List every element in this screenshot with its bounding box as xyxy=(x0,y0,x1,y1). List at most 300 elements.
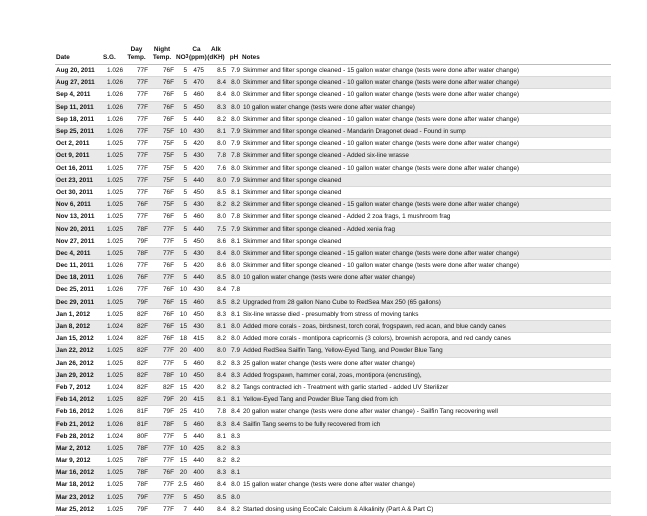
date-cell: Sep 18, 2011 xyxy=(55,113,102,125)
date-cell: Nov 27, 2011 xyxy=(55,235,102,247)
sg-cell: 1.026 xyxy=(102,101,124,113)
notes-cell xyxy=(241,284,611,296)
date-cell: Dec 29, 2011 xyxy=(55,296,102,308)
ph-cell: 7.8 xyxy=(227,150,241,162)
alk-cell: 8.4 xyxy=(205,369,227,381)
ph-cell: 8.2 xyxy=(227,455,241,467)
date-cell: Mar 16, 2012 xyxy=(55,467,102,479)
table-row xyxy=(55,138,611,150)
ph-cell: 7.9 xyxy=(227,65,241,77)
table-row xyxy=(55,345,611,357)
date-cell: Mar 23, 2012 xyxy=(55,491,102,503)
sg-cell: 1.025 xyxy=(102,455,124,467)
no3-cell: 10 xyxy=(175,308,188,320)
table-row xyxy=(55,333,611,345)
day-temp-cell: 77F xyxy=(124,138,149,150)
date-cell: Jan 26, 2012 xyxy=(55,357,102,369)
day-temp-cell: 82F xyxy=(124,320,149,332)
night-temp-cell: 75F xyxy=(149,199,175,211)
notes-cell: 25 gallon water change (tests were done after water change) xyxy=(241,357,611,369)
table-row xyxy=(55,101,611,113)
ca-cell: 475 xyxy=(188,65,205,77)
sg-cell: 1.025 xyxy=(102,162,124,174)
ca-cell: 450 xyxy=(188,369,205,381)
sg-cell: 1.025 xyxy=(102,296,124,308)
date-cell: Oct 16, 2011 xyxy=(55,162,102,174)
night-temp-cell: 77F xyxy=(149,430,175,442)
notes-cell: Added RedSea Sailfin Tang, Yellow-Eyed Tang, and Powder Blue Tang xyxy=(241,345,611,357)
date-cell: Feb 21, 2012 xyxy=(55,418,102,430)
alk-cell: 8.0 xyxy=(205,211,227,223)
table-row xyxy=(55,113,611,125)
day-temp-cell: 78F xyxy=(124,247,149,259)
no3-cell: 20 xyxy=(175,345,188,357)
ph-cell: 7.9 xyxy=(227,125,241,137)
alk-cell: 8.4 xyxy=(205,247,227,259)
ca-cell: 460 xyxy=(188,357,205,369)
night-temp-cell: 75F xyxy=(149,150,175,162)
day-temp-cell: 77F xyxy=(124,150,149,162)
table-row xyxy=(55,308,611,320)
header-alk: Alk (dKH) xyxy=(205,46,227,65)
table-row xyxy=(55,89,611,101)
table-row xyxy=(55,296,611,308)
no3-cell: 5 xyxy=(175,77,188,89)
sg-cell: 1.025 xyxy=(102,174,124,186)
sg-cell: 1.026 xyxy=(102,77,124,89)
date-cell: Nov 6, 2011 xyxy=(55,199,102,211)
table-row xyxy=(55,199,611,211)
notes-cell xyxy=(241,442,611,454)
no3-cell: 5 xyxy=(175,65,188,77)
ph-cell: 8.3 xyxy=(227,369,241,381)
sg-cell: 1.025 xyxy=(102,211,124,223)
ca-cell: 440 xyxy=(188,113,205,125)
notes-cell: Skimmer and filter sponge cleaned - Added 2 zoa frags, 1 mushroom frag xyxy=(241,211,611,223)
table-row xyxy=(55,479,611,491)
day-temp-cell: 76F xyxy=(124,199,149,211)
ph-cell: 8.1 xyxy=(227,235,241,247)
table-row xyxy=(55,162,611,174)
date-cell: Dec 11, 2011 xyxy=(55,260,102,272)
table-row xyxy=(55,418,611,430)
date-cell: Oct 23, 2011 xyxy=(55,174,102,186)
night-temp-cell: 76F xyxy=(149,467,175,479)
date-cell: Aug 27, 2011 xyxy=(55,77,102,89)
ph-cell: 8.3 xyxy=(227,442,241,454)
day-temp-cell: 78F xyxy=(124,467,149,479)
day-temp-cell: 77F xyxy=(124,162,149,174)
day-temp-cell: 77F xyxy=(124,113,149,125)
sg-cell: 1.026 xyxy=(102,284,124,296)
no3-cell: 5 xyxy=(175,357,188,369)
alk-cell: 7.5 xyxy=(205,223,227,235)
night-temp-cell: 77F xyxy=(149,503,175,515)
ca-cell: 400 xyxy=(188,467,205,479)
night-temp-cell: 76F xyxy=(149,113,175,125)
notes-cell: Added more corals - montipora capricornis (3 colors), brownish acropora, and red candy canes xyxy=(241,333,611,345)
day-temp-cell: 82F xyxy=(124,369,149,381)
header-ph: pH xyxy=(227,46,241,65)
ca-cell: 430 xyxy=(188,320,205,332)
ph-cell: 8.0 xyxy=(227,113,241,125)
ca-cell: 440 xyxy=(188,430,205,442)
date-cell: Jan 1, 2012 xyxy=(55,308,102,320)
night-temp-cell: 76F xyxy=(149,211,175,223)
night-temp-cell: 76F xyxy=(149,186,175,198)
ph-cell: 8.3 xyxy=(227,430,241,442)
header-night-temp: Night Temp. xyxy=(149,46,175,65)
night-temp-cell: 76F xyxy=(149,77,175,89)
alk-cell: 8.1 xyxy=(205,320,227,332)
sg-cell: 1.024 xyxy=(102,320,124,332)
no3-cell: 5 xyxy=(175,113,188,125)
no3-cell: 5 xyxy=(175,174,188,186)
day-temp-cell: 77F xyxy=(124,186,149,198)
no3-cell: 15 xyxy=(175,296,188,308)
notes-cell: Skimmer and filter sponge cleaned - 10 gallon water change (tests were done after water change) xyxy=(241,113,611,125)
ph-cell: 8.1 xyxy=(227,467,241,479)
night-temp-cell: 75F xyxy=(149,174,175,186)
ca-cell: 440 xyxy=(188,223,205,235)
ph-cell: 8.0 xyxy=(227,491,241,503)
notes-cell: Yellow-Eyed Tang and Powder Blue Tang died from ich xyxy=(241,394,611,406)
sg-cell: 1.024 xyxy=(102,333,124,345)
no3-cell: 5 xyxy=(175,418,188,430)
ph-cell: 8.0 xyxy=(227,162,241,174)
alk-cell: 8.2 xyxy=(205,381,227,393)
ca-cell: 460 xyxy=(188,296,205,308)
ph-cell: 8.0 xyxy=(227,272,241,284)
day-temp-cell: 79F xyxy=(124,296,149,308)
ca-cell: 450 xyxy=(188,186,205,198)
ph-cell: 8.0 xyxy=(227,333,241,345)
ca-cell: 460 xyxy=(188,89,205,101)
ca-cell: 415 xyxy=(188,394,205,406)
ph-cell: 8.2 xyxy=(227,381,241,393)
night-temp-cell: 79F xyxy=(149,394,175,406)
ca-cell: 430 xyxy=(188,150,205,162)
ca-cell: 420 xyxy=(188,381,205,393)
day-temp-cell: 81F xyxy=(124,418,149,430)
notes-cell xyxy=(241,467,611,479)
notes-cell xyxy=(241,455,611,467)
night-temp-cell: 77F xyxy=(149,247,175,259)
ph-cell: 7.9 xyxy=(227,345,241,357)
alk-cell: 8.3 xyxy=(205,101,227,113)
night-temp-cell: 76F xyxy=(149,296,175,308)
no3-cell: 20 xyxy=(175,394,188,406)
alk-cell: 8.5 xyxy=(205,296,227,308)
night-temp-cell: 82F xyxy=(149,381,175,393)
day-temp-cell: 77F xyxy=(124,101,149,113)
sg-cell: 1.025 xyxy=(102,479,124,491)
table-row xyxy=(55,77,611,89)
ph-cell: 8.0 xyxy=(227,77,241,89)
notes-cell: Started dosing using EcoCalc Calcium & Alkalinity (Part A & Part C) xyxy=(241,503,611,515)
alk-cell: 8.2 xyxy=(205,442,227,454)
ca-cell: 440 xyxy=(188,174,205,186)
sg-cell: 1.025 xyxy=(102,247,124,259)
sg-cell: 1.025 xyxy=(102,357,124,369)
ph-cell: 8.1 xyxy=(227,394,241,406)
sg-cell: 1.026 xyxy=(102,89,124,101)
notes-cell: Skimmer and filter sponge cleaned - 15 gallon water change (tests were done after water change) xyxy=(241,199,611,211)
ca-cell: 420 xyxy=(188,138,205,150)
ca-cell: 440 xyxy=(188,503,205,515)
notes-cell: Skimmer and filter sponge cleaned xyxy=(241,186,611,198)
alk-cell: 7.8 xyxy=(205,406,227,418)
notes-cell: Six-line wrasse died - presumably from stress of moving tanks xyxy=(241,308,611,320)
date-cell: Jan 8, 2012 xyxy=(55,320,102,332)
night-temp-cell: 76F xyxy=(149,260,175,272)
night-temp-cell: 76F xyxy=(149,89,175,101)
date-cell: Nov 13, 2011 xyxy=(55,211,102,223)
alk-cell: 8.5 xyxy=(205,65,227,77)
no3-cell: 10 xyxy=(175,442,188,454)
table-row xyxy=(55,223,611,235)
date-cell: Jan 22, 2012 xyxy=(55,345,102,357)
night-temp-cell: 76F xyxy=(149,284,175,296)
alk-cell: 8.0 xyxy=(205,138,227,150)
sg-cell: 1.025 xyxy=(102,235,124,247)
ca-cell: 430 xyxy=(188,284,205,296)
ph-cell: 8.2 xyxy=(227,199,241,211)
table-row xyxy=(55,381,611,393)
alk-cell: 8.4 xyxy=(205,77,227,89)
no3-cell: 5 xyxy=(175,186,188,198)
alk-cell: 8.0 xyxy=(205,174,227,186)
night-temp-cell: 76F xyxy=(149,65,175,77)
ca-cell: 470 xyxy=(188,77,205,89)
ca-cell: 460 xyxy=(188,418,205,430)
day-temp-cell: 82F xyxy=(124,394,149,406)
sg-cell: 1.025 xyxy=(102,442,124,454)
table-row xyxy=(55,394,611,406)
sg-cell: 1.025 xyxy=(102,150,124,162)
ph-cell: 8.3 xyxy=(227,357,241,369)
alk-cell: 8.2 xyxy=(205,357,227,369)
table-row xyxy=(55,186,611,198)
night-temp-cell: 75F xyxy=(149,138,175,150)
table-row xyxy=(55,430,611,442)
day-temp-cell: 79F xyxy=(124,235,149,247)
day-temp-cell: 82F xyxy=(124,381,149,393)
ca-cell: 410 xyxy=(188,406,205,418)
day-temp-cell: 82F xyxy=(124,308,149,320)
alk-cell: 8.2 xyxy=(205,333,227,345)
header-date: Date xyxy=(55,46,102,65)
date-cell: Dec 4, 2011 xyxy=(55,247,102,259)
night-temp-cell: 77F xyxy=(149,272,175,284)
alk-cell: 8.5 xyxy=(205,186,227,198)
notes-cell: Skimmer and filter sponge cleaned - 10 gallon water change (tests were done after water change) xyxy=(241,162,611,174)
sg-cell: 1.026 xyxy=(102,406,124,418)
no3-cell: 15 xyxy=(175,381,188,393)
ph-cell: 8.2 xyxy=(227,503,241,515)
no3-cell: 18 xyxy=(175,333,188,345)
alk-cell: 8.4 xyxy=(205,284,227,296)
ca-cell: 430 xyxy=(188,199,205,211)
notes-cell: Skimmer and filter sponge cleaned - 10 gallon water change (tests were done after water change) xyxy=(241,77,611,89)
day-temp-cell: 78F xyxy=(124,442,149,454)
date-cell: Mar 25, 2012 xyxy=(55,503,102,515)
sg-cell: 1.025 xyxy=(102,491,124,503)
night-temp-cell: 77F xyxy=(149,357,175,369)
date-cell: Aug 20, 2011 xyxy=(55,65,102,77)
no3-cell: 5 xyxy=(175,247,188,259)
ph-cell: 7.8 xyxy=(227,211,241,223)
no3-cell: 5 xyxy=(175,491,188,503)
notes-cell xyxy=(241,430,611,442)
sg-cell: 1.026 xyxy=(102,113,124,125)
ca-cell: 430 xyxy=(188,247,205,259)
day-temp-cell: 82F xyxy=(124,333,149,345)
log-table xyxy=(55,46,611,516)
no3-cell: 5 xyxy=(175,211,188,223)
date-cell: Oct 9, 2011 xyxy=(55,150,102,162)
table-row xyxy=(55,467,611,479)
notes-cell: 20 gallon water change (tests were done after water change) - Sailfin Tang recovering well xyxy=(241,406,611,418)
date-cell: Feb 7, 2012 xyxy=(55,381,102,393)
day-temp-cell: 76F xyxy=(124,272,149,284)
ph-cell: 7.9 xyxy=(227,223,241,235)
date-cell: Mar 18, 2012 xyxy=(55,479,102,491)
night-temp-cell: 77F xyxy=(149,223,175,235)
alk-cell: 7.8 xyxy=(205,150,227,162)
ph-cell: 8.0 xyxy=(227,479,241,491)
alk-cell: 8.6 xyxy=(205,235,227,247)
night-temp-cell: 77F xyxy=(149,345,175,357)
notes-cell: Skimmer and filter sponge cleaned - Added xenia frag xyxy=(241,223,611,235)
header-sg: S.G. xyxy=(102,46,124,65)
ph-cell: 8.0 xyxy=(227,101,241,113)
date-cell: Feb 16, 2012 xyxy=(55,406,102,418)
day-temp-cell: 80F xyxy=(124,430,149,442)
alk-cell: 8.2 xyxy=(205,113,227,125)
day-temp-cell: 78F xyxy=(124,479,149,491)
no3-cell: 5 xyxy=(175,199,188,211)
sg-cell: 1.025 xyxy=(102,503,124,515)
table-row xyxy=(55,247,611,259)
sg-cell: 1.026 xyxy=(102,260,124,272)
ph-cell: 8.4 xyxy=(227,418,241,430)
no3-cell: 10 xyxy=(175,284,188,296)
sg-cell: 1.026 xyxy=(102,65,124,77)
ca-cell: 400 xyxy=(188,345,205,357)
date-cell: Nov 20, 2011 xyxy=(55,223,102,235)
night-temp-cell: 76F xyxy=(149,320,175,332)
ph-cell: 8.1 xyxy=(227,186,241,198)
no3-cell: 20 xyxy=(175,467,188,479)
date-cell: Dec 18, 2011 xyxy=(55,272,102,284)
table-row xyxy=(55,406,611,418)
no3-cell: 5 xyxy=(175,89,188,101)
table-row xyxy=(55,174,611,186)
notes-cell: Upgraded from 28 gallon Nano Cube to RedSea Max 250 (65 gallons) xyxy=(241,296,611,308)
table-row xyxy=(55,455,611,467)
notes-cell: Skimmer and filter sponge cleaned - Mandarin Dragonet dead - Found in sump xyxy=(241,125,611,137)
alk-cell: 8.4 xyxy=(205,89,227,101)
table-row xyxy=(55,235,611,247)
date-cell: Jan 29, 2012 xyxy=(55,369,102,381)
day-temp-cell: 81F xyxy=(124,406,149,418)
sg-cell: 1.025 xyxy=(102,199,124,211)
night-temp-cell: 77F xyxy=(149,455,175,467)
night-temp-cell: 75F xyxy=(149,125,175,137)
no3-cell: 5 xyxy=(175,235,188,247)
night-temp-cell: 77F xyxy=(149,479,175,491)
date-cell: Oct 30, 2011 xyxy=(55,186,102,198)
alk-cell: 7.6 xyxy=(205,162,227,174)
ph-cell: 8.4 xyxy=(227,406,241,418)
alk-cell: 8.3 xyxy=(205,418,227,430)
notes-cell: Skimmer and filter sponge cleaned - 15 gallon water change (tests were done after water change) xyxy=(241,247,611,259)
date-cell: Feb 14, 2012 xyxy=(55,394,102,406)
header-ca: Ca (ppm) xyxy=(188,46,205,65)
no3-cell: 5 xyxy=(175,101,188,113)
ph-cell: 8.0 xyxy=(227,320,241,332)
sg-cell: 1.026 xyxy=(102,418,124,430)
water-parameter-log xyxy=(55,46,611,516)
table-row xyxy=(55,491,611,503)
ca-cell: 420 xyxy=(188,162,205,174)
sg-cell: 1.026 xyxy=(102,272,124,284)
date-cell: Feb 28, 2012 xyxy=(55,430,102,442)
table-row xyxy=(55,211,611,223)
sg-cell: 1.025 xyxy=(102,186,124,198)
notes-cell xyxy=(241,491,611,503)
notes-cell: Sailfin Tang seems to be fully recovered from ich xyxy=(241,418,611,430)
table-row xyxy=(55,150,611,162)
day-temp-cell: 77F xyxy=(124,65,149,77)
sg-cell: 1.025 xyxy=(102,369,124,381)
no3-cell: 10 xyxy=(175,125,188,137)
ph-cell: 8.0 xyxy=(227,89,241,101)
ph-cell: 7.9 xyxy=(227,174,241,186)
ph-cell: 8.2 xyxy=(227,296,241,308)
table-row xyxy=(55,272,611,284)
notes-cell: Skimmer and filter sponge cleaned - 10 gallon water change (tests were done after water change) xyxy=(241,138,611,150)
ph-cell: 8.0 xyxy=(227,247,241,259)
notes-cell: 15 gallon water change (tests were done after water change) xyxy=(241,479,611,491)
date-cell: Sep 4, 2011 xyxy=(55,89,102,101)
day-temp-cell: 77F xyxy=(124,77,149,89)
table-row xyxy=(55,320,611,332)
alk-cell: 8.6 xyxy=(205,260,227,272)
night-temp-cell: 76F xyxy=(149,308,175,320)
ph-cell: 8.0 xyxy=(227,260,241,272)
day-temp-cell: 78F xyxy=(124,455,149,467)
sg-cell: 1.025 xyxy=(102,223,124,235)
ca-cell: 415 xyxy=(188,333,205,345)
header-day-temp: Day Temp. xyxy=(124,46,149,65)
ca-cell: 460 xyxy=(188,479,205,491)
no3-cell: 5 xyxy=(175,272,188,284)
no3-cell: 10 xyxy=(175,369,188,381)
day-temp-cell: 82F xyxy=(124,345,149,357)
ph-cell: 8.1 xyxy=(227,308,241,320)
date-cell: Sep 11, 2011 xyxy=(55,101,102,113)
ca-cell: 420 xyxy=(188,260,205,272)
header-row xyxy=(55,46,611,65)
table-row xyxy=(55,260,611,272)
sg-cell: 1.025 xyxy=(102,394,124,406)
alk-cell: 8.5 xyxy=(205,491,227,503)
alk-cell: 8.1 xyxy=(205,394,227,406)
notes-cell: 10 gallon water change (tests were done after water change) xyxy=(241,101,611,113)
no3-cell: 2.5 xyxy=(175,479,188,491)
